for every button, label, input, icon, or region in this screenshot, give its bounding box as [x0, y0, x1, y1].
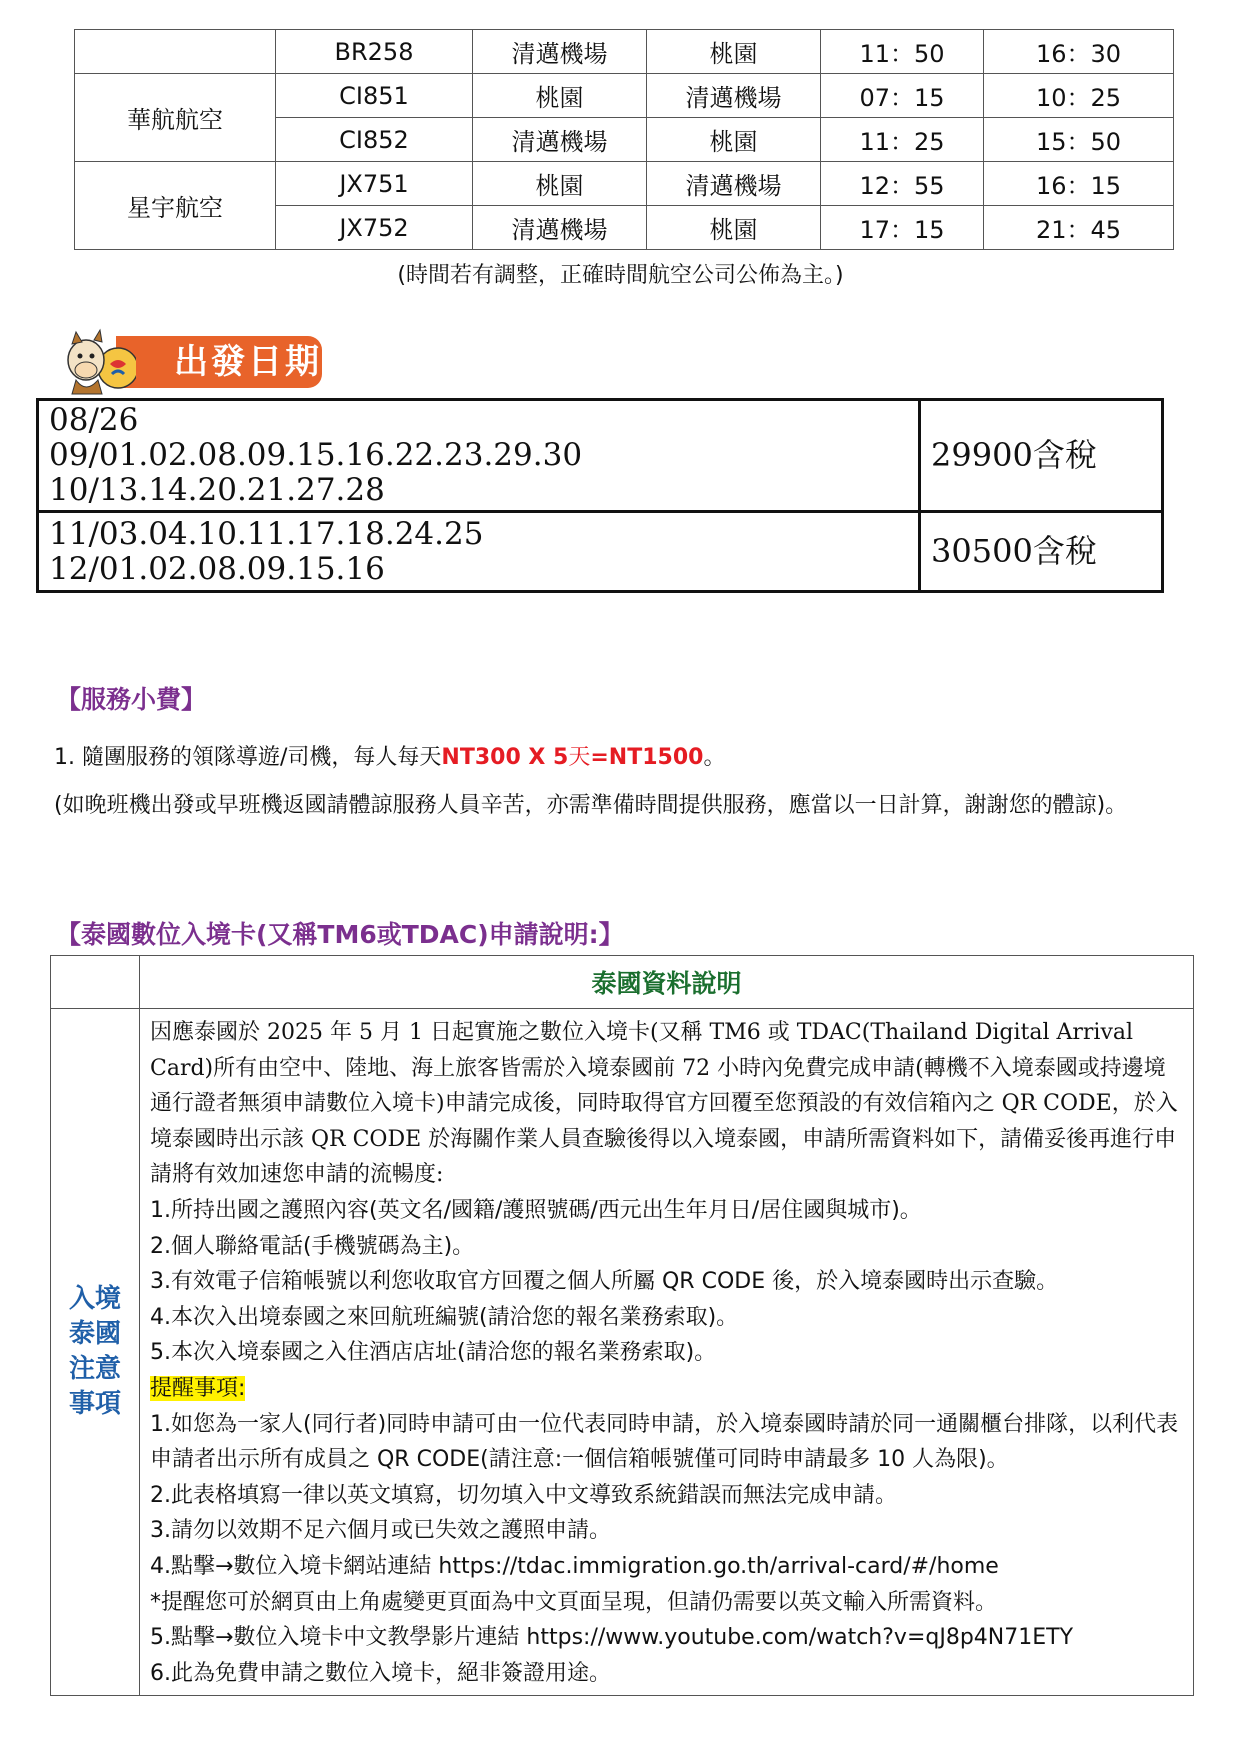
destination: 桃園: [647, 118, 821, 162]
destination: 桃園: [647, 206, 821, 250]
tour-price: 30500含稅: [920, 512, 1163, 592]
flight-table: [74, 29, 1174, 250]
origin: 清邁機場: [473, 30, 647, 74]
reminder-title: 提醒事項:: [150, 1375, 246, 1401]
table-row: [51, 1009, 1194, 1696]
flight-number: CI852: [276, 118, 473, 162]
date-line: 10/13.14.20.21.27.28: [49, 472, 385, 508]
table-row: [38, 400, 1163, 512]
flight-number: JX752: [276, 206, 473, 250]
service-fee-title: 【服務小費】: [56, 685, 207, 714]
table-row: [38, 512, 1163, 592]
destination: 清邁機場: [647, 74, 821, 118]
service-fee-note: (如晚班機出發或早班機返國請體諒服務人員辛苦，亦需準備時間提供服務，應當以一日計算，謝謝您的體諒)。: [54, 793, 1128, 818]
service-fee-total: =NT1500: [590, 745, 704, 770]
reminder-item: 3.請勿以效期不足六個月或已失效之護照申請。: [150, 1518, 611, 1544]
tdac-table-header: 泰國資料說明: [140, 956, 1194, 1009]
date-line: 08/26: [49, 402, 139, 438]
tour-price: 29900含稅: [920, 400, 1163, 512]
flight-number: CI851: [276, 74, 473, 118]
tdac-item: 3.有效電子信箱帳號以利您收取官方回覆之個人所屬 QR CODE 後，於入境泰國時出示查驗。: [150, 1269, 1059, 1295]
service-fee-amount: NT300 X 5: [441, 745, 569, 770]
date-list: [38, 512, 920, 592]
arrival-time: 15：50: [984, 118, 1174, 162]
table-row: [75, 162, 1174, 206]
tdac-table: [50, 955, 1194, 1696]
tdac-website-link[interactable]: 4.點擊→數位入境卡網站連結 https://tdac.immigration.go.th/arrival-card/#/home: [150, 1553, 999, 1579]
origin: 桃園: [473, 162, 647, 206]
departure-time: 11：50: [821, 30, 984, 74]
origin: 桃園: [473, 74, 647, 118]
departure-time: 11：25: [821, 118, 984, 162]
empty-cell: [51, 956, 140, 1009]
flight-time-note: (時間若有調整，正確時間航空公司公佈為主。): [397, 263, 844, 288]
departure-dates-title: 出發日期: [116, 336, 322, 388]
tdac-content: [140, 1009, 1194, 1696]
tdac-video-link[interactable]: 5.點擊→數位入境卡中文教學影片連結 https://www.youtube.com/watch?v=qJ8p4N71ETY: [150, 1625, 1074, 1651]
destination: 清邁機場: [647, 162, 821, 206]
origin: 清邁機場: [473, 118, 647, 162]
service-fee-text: 1. 隨團服務的領隊導遊/司機，每人每天: [54, 745, 442, 770]
departure-time: 07：15: [821, 74, 984, 118]
reminder-item: *提醒您可於網頁由上角處變更頁面為中文頁面呈現，但請仍需要以英文輸入所需資料。: [150, 1589, 998, 1615]
date-line: 11/03.04.10.11.17.18.24.25: [49, 515, 484, 552]
airline-cell: 華航航空: [75, 74, 276, 162]
service-fee-suffix: 。: [703, 745, 726, 770]
tdac-item: 1.所持出國之護照內容(英文名/國籍/護照號碼/西元出生年月日/居住國與城市)。: [150, 1197, 922, 1223]
tdac-intro: 因應泰國於 2025 年 5 月 1 日起實施之數位入境卡(又稱 TM6 或 TDAC(Thailand Digital Arrival Card)所有由空中、陸地、海上旅客皆需於入境泰國前 72 小時內免費完成申請(轉機不入境泰國或持邊境通行證者無須申請數位入境卡)申請完成後，同時取得官方回覆至您預設的有效信箱內之 QR CODE，於入境泰國時出示該 QR CODE 於海關作業人員查驗後得以入境泰國，申請所需資料如下，請備妥後再進行申請將有效加速您申請的流暢度:: [150, 1020, 1178, 1188]
reminder-item: 1.如您為一家人(同行者)同時申請可由一位代表同時申請，於入境泰國時請於同一通關櫃台排隊，以利代表申請者出示所有成員之 QR CODE(請注意:一個信箱帳號僅可同時申請最多 10 人為限)。: [150, 1411, 1179, 1473]
service-fee-unit: 天: [568, 745, 591, 770]
airline-cell: [75, 30, 276, 74]
tdac-item: 2.個人聯絡電話(手機號碼為主)。: [150, 1233, 475, 1259]
date-line: 09/01.02.08.09.15.16.22.23.29.30: [49, 437, 583, 473]
side-label-line: 注意: [68, 1354, 121, 1385]
departure-time: 17：15: [821, 206, 984, 250]
arrival-time: 10：25: [984, 74, 1174, 118]
arrival-time: 16：15: [984, 162, 1174, 206]
service-fee-line: [54, 740, 725, 771]
tdac-item: 5.本次入境泰國之入住酒店店址(請洽您的報名業務索取)。: [150, 1340, 717, 1366]
reminder-item: 6.此為免費申請之數位入境卡，絕非簽證用途。: [150, 1660, 611, 1686]
tdac-item: 4.本次入出境泰國之來回航班編號(請洽您的報名業務索取)。: [150, 1304, 739, 1330]
side-label-line: 事項: [68, 1389, 121, 1420]
table-row: [75, 30, 1174, 74]
side-label-line: 入境: [68, 1284, 121, 1315]
tdac-side-label: [51, 1009, 140, 1696]
arrival-time: 16：30: [984, 30, 1174, 74]
reminder-item: 2.此表格填寫一律以英文填寫，切勿填入中文導致系統錯誤而無法完成申請。: [150, 1482, 897, 1508]
table-row: [51, 956, 1194, 1009]
arrival-time: 21：45: [984, 206, 1174, 250]
departure-dates-header: [56, 328, 326, 396]
departure-dates-table: [36, 398, 1164, 593]
origin: 清邁機場: [473, 206, 647, 250]
airline-cell: 星宇航空: [75, 162, 276, 250]
destination: 桃園: [647, 30, 821, 74]
horse-mascot-icon: [56, 328, 136, 396]
side-label-line: 泰國: [68, 1319, 121, 1350]
table-row: [75, 74, 1174, 118]
tdac-title: 【泰國數位入境卡(又稱TM6或TDAC)申請說明:】: [56, 920, 624, 949]
flight-number: BR258: [276, 30, 473, 74]
departure-time: 12：55: [821, 162, 984, 206]
flight-number: JX751: [276, 162, 473, 206]
date-line: 12/01.02.08.09.15.16: [49, 550, 385, 587]
date-list: [38, 400, 920, 512]
